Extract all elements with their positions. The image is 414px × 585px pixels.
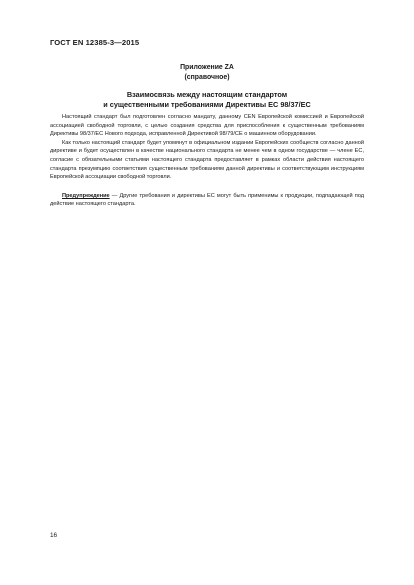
page-number: 16: [50, 532, 58, 539]
annex-type: (справочное): [184, 73, 230, 81]
annex-heading-line1: Взаимосвязь между настоящим стандартом: [126, 90, 288, 99]
warning-text: — Другие требования и директивы ЕС могут быть применимы к продукции, подпадающей под действие настоящего стандарта.: [50, 192, 364, 208]
annex-title: [50, 63, 364, 82]
standard-code: ГОСТ EN 12385-3—2015: [50, 38, 140, 47]
annex-title-line: Приложение ZA: [180, 64, 234, 71]
paragraph: Как только настоящий стандарт будет упомянут в официальном издании Европейских сообществ согласно данной директиве и будет осуществлен в качестве национального стандарта не менее чем в одном государстве — члене ЕС, согласие с обязательными статьями настоящего стандарта предоставляет в рамках области действия настоящего стандарта презумпцию соответствия существенным требованиям данной директивы и соответствующим инструкциям Европейской ассоциации свободной торговли.: [50, 139, 364, 181]
paragraph: Настоящий стандарт был подготовлен согласно мандату, данному CEN Европейской комиссией и Европейской ассоциацией свободной торговли, с целью создания средства для приспособления к существенным требованиям Директивы 98/37/ЕС Нового подхода, исправленной Директивой 98/79/СЕ о машинном оборудовании.: [50, 114, 364, 138]
annex-heading-line2: и существенными требованиями Директивы ЕС 98/37/ЕС: [103, 99, 311, 109]
warning-paragraph: [50, 192, 364, 209]
warning-label: Предупреждение: [62, 192, 110, 199]
body-text: [50, 113, 364, 209]
annex-heading: [50, 90, 364, 109]
